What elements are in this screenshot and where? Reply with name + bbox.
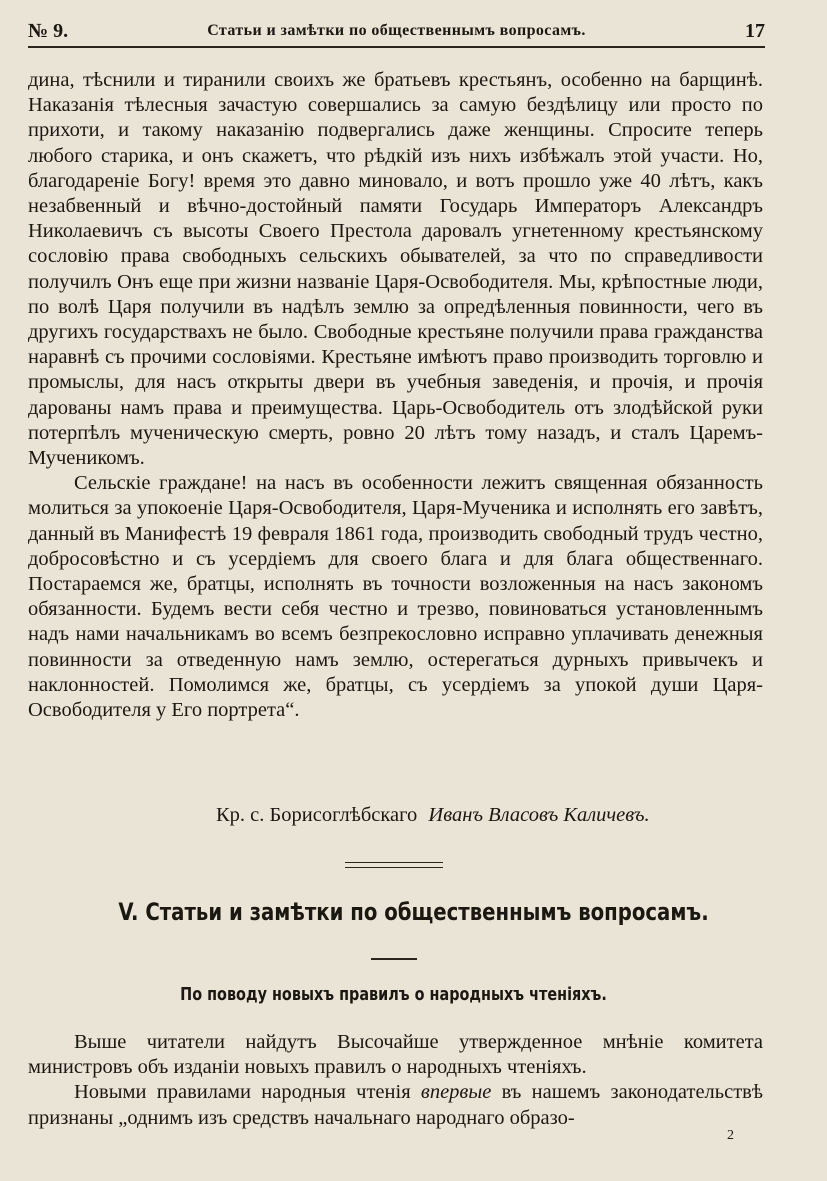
signature <box>216 803 650 828</box>
page-number: 17 <box>745 20 765 42</box>
paragraph: Сельскіе граждане! на насъ въ особенности лежитъ священная обязанность молиться за упокоеніе Царя-Освободителя, Царя-Мученика и исполнять его завѣтъ, данный въ Манифестѣ 19 февраля 1861 года, производить свободный трудъ честно, добросовѣстно и съ усердіемъ для своего блага и для блага общественнаго. Постараемся же, братцы, исполнять въ точности возложенныя на насъ закономъ обязанности. Будемъ вести себя честно и трезво, повиноваться установленнымъ надъ нами начальникамъ во всемъ безпрекословно исправно уплачивать денежныя повинности за отведенную намъ землю, остерегаться дурныхъ привычекъ и наклонностей. Помолимся же, братцы, съ усердіемъ за упокой души Царя-Освободителя у Его портрета“. <box>28 472 763 722</box>
issue-number: № 9. <box>28 20 69 42</box>
paragraph: Выше читатели найдутъ Высочайше утвержденное мнѣніе комитета министровъ объ изданіи новыхъ правилъ о народныхъ чтеніяхъ. <box>28 1031 763 1079</box>
paragraph-text: Новыми правилами народныя чтенія <box>74 1081 411 1104</box>
running-title: Статьи и замѣтки по общественнымъ вопросамъ. <box>207 22 586 39</box>
article-title: По поводу новыхъ правилъ о народныхъ чтеніяхъ. <box>180 984 607 1005</box>
signature-mark: 2 <box>727 1128 734 1143</box>
running-head <box>28 20 765 46</box>
paragraph-text: въ нашемъ законодательствѣ признаны „однимъ изъ средствъ начальнаго народнаго образо- <box>28 1081 763 1129</box>
article-body <box>28 68 763 723</box>
article-body-2 <box>28 1030 763 1131</box>
header-rule <box>28 46 765 48</box>
paragraph: дина, тѣснили и тиранили своихъ же братьевъ крестьянъ, особенно на барщинѣ. Наказанія тѣлесныя зачастую совершались за самую бездѣлицу или просто по прихоти, и такому наказанію подвергались даже женщины. Спросите теперь любого старика, и онъ скажетъ, что рѣдкій изъ нихъ избѣжалъ этой участи. Но, благодареніе Богу! время это давно миновало, и вотъ прошло уже 40 лѣтъ, какъ незабвенный и вѣчно-достойный памяти Государь Императоръ Александръ Николаевичъ съ высоты Своего Престола даровалъ угнетенному крестьянскому сословію права свободныхъ сельскихъ обывателей, за что по справедливости получилъ Онъ еще при жизни названіе Царя-Освободителя. Мы, крѣпостные люди, по волѣ Царя получили въ надѣлъ землю за опредѣленныя повинности, чего въ другихъ государствахъ не было. Свободные крестьяне получили права гражданства наравнѣ съ прочими сословіями. Крестьяне имѣютъ право производить торговлю и промыслы, для насъ открыты двери въ учебныя заведенія, и прочія, и прочія дарованы намъ права и преимущества. Царь-Освободитель отъ злодѣйской руки потерпѣлъ мученическую смерть, ровно 20 лѣтъ тому назадъ, и сталъ Царемъ-Мученикомъ. <box>28 69 763 470</box>
section-divider <box>345 862 443 868</box>
paragraph <box>28 1080 763 1130</box>
heading-rule <box>371 958 417 960</box>
section-heading: V. Статьи и замѣтки по общественнымъ вопросамъ. <box>118 898 709 926</box>
emphasis-text: впервые <box>420 1081 492 1104</box>
signature-author: Иванъ Власовъ Каличевъ. <box>428 804 650 826</box>
signature-place: Кр. с. Борисоглѣбскаго <box>216 804 418 826</box>
